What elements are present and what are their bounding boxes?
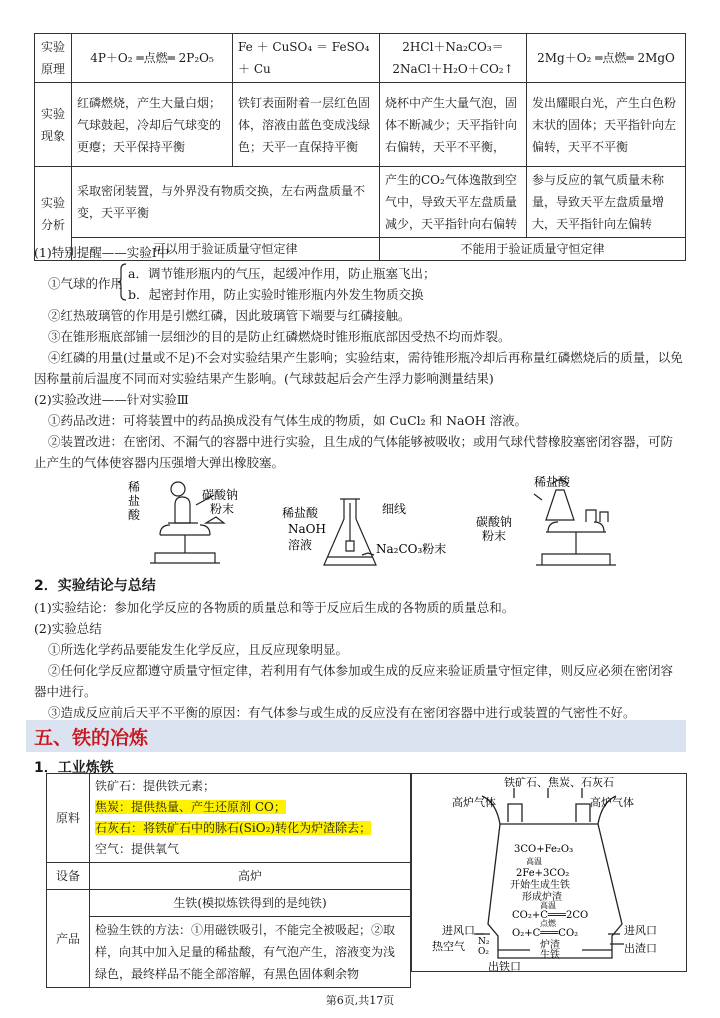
- furnace-hot-air: 热空气: [432, 940, 465, 953]
- reminder-item-4a: ④红磷的用量(过量或不足)不会对实验结果产生影响；实验结束，需待锥形瓶冷却后再称量红磷燃烧后的质量，以免: [48, 350, 683, 365]
- product-value: 生铁(模拟炼铁得到的是纯铁): [90, 890, 411, 917]
- fig1-label-salt: 盐: [128, 494, 141, 508]
- fig1-label-acid: 酸: [128, 508, 141, 522]
- fig1-label-dilute: 稀: [128, 480, 141, 494]
- reminder-item-3: ③在锥形瓶底部铺一层细沙的目的是防止红磷燃烧时锥形瓶底部因受热不均而炸裂。: [48, 329, 511, 344]
- flask-figure-2: [282, 495, 462, 575]
- conclusion-summary-3: ③造成反应前后天平不平衡的原因：有气体参与或生成的反应没有在密闭容器中进行或装置的气密性不好。: [48, 705, 636, 720]
- phenomenon-cell-4: 发出耀眼白光，产生白色粉末状的固体；天平指针向左偏转，天平不平衡: [527, 83, 686, 167]
- principle-cell-1: 4P＋O₂ ═点燃═ 2P₂O₅: [72, 34, 233, 83]
- equipment-label: 设备: [47, 863, 90, 890]
- raw-item-air: 空气：提供氧气: [95, 842, 180, 856]
- analysis-cell-3: 参与反应的氧气质量未称量，导致天平左盘质量增大，天平指针向左偏转: [527, 167, 686, 238]
- furnace-top-materials: 铁矿石、焦炭、石灰石: [504, 776, 614, 789]
- experiment-table: [34, 33, 686, 261]
- fig3-label-acid: 稀盐酸: [534, 475, 571, 489]
- fig2-label-thread: 细线: [382, 502, 407, 516]
- conclusion-p1: (1)实验结论：参加化学反应的各物质的质量总和等于反应后生成的各物质的质量总和。: [34, 600, 515, 615]
- furnace-slag-layer: 炉渣: [540, 940, 560, 951]
- fig2-label-acid: 稀盐酸: [282, 506, 319, 520]
- conclusion-summary-2a: ②任何化学反应都遵守质量守恒定律，若利用有气体参加或生成的反应来验证质量守恒定律，则反应必须在密闭容: [48, 663, 674, 678]
- conclusion-can-verify: 可以用于验证质量守恒定律: [72, 238, 380, 261]
- reaction-2-condition: 高温: [540, 901, 556, 910]
- fig1-label-sodium-carbonate: 碳酸钠: [202, 488, 239, 502]
- furnace-iron-layer: 生铁: [540, 950, 560, 961]
- furnace-slag-outlet: 出渣口: [624, 942, 657, 955]
- raw-item-limestone: 石灰石：将铁矿石中的脉石(SiO₂)转化为炉渣除去；: [95, 821, 372, 835]
- reminder-item-4b: 因称量前后温度不同而对实验结果产生影响。(气球鼓起后会产生浮力影响测量结果): [34, 371, 494, 386]
- equipment-value: 高炉: [90, 863, 411, 890]
- principle-cell-3: 2HCl＋Na₂CO₃＝2NaCl＋H₂O＋CO₂↑: [380, 34, 527, 83]
- furnace-note-slag: 形成炉渣: [522, 892, 562, 903]
- conclusion-summary-1: ①所选化学药品要能发生化学反应，且反应现象明显。: [48, 642, 349, 657]
- furnace-gas-left: 高炉气体: [452, 796, 496, 809]
- balloon-item-a: a．调节锥形瓶内的气压，起缓冲作用，防止瓶塞飞出；: [128, 266, 436, 281]
- blast-furnace-diagram: [412, 774, 686, 971]
- balloon-item-b: b．起密封作用，防止实验时锥形瓶内外发生物质交换: [128, 287, 424, 302]
- improvement-item-1: ①药品改进：可将装置中的药品换成没有气体生成的物质，如 CuCl₂ 和 NaOH 溶液。: [48, 413, 528, 428]
- fig2-label-naoh: NaOH: [288, 522, 326, 536]
- conclusion-heading: 2．实验结论与总结: [34, 578, 156, 594]
- furnace-n2: N₂: [478, 937, 490, 947]
- phenomenon-cell-2: 铁钉表面附着一层红色固体，溶液由蓝色变成浅绿色；天平一直保持平衡: [233, 83, 380, 167]
- improvement-item-2b: 止产生的气体使容器内压强增大弹出橡胶塞。: [34, 455, 285, 470]
- phenomenon-cell-3: 烧杯中产生大量气泡，固体不断减少；天平指针向右偏转，天平不平衡，: [380, 83, 527, 167]
- furnace-o2: O₂: [478, 947, 489, 957]
- fig2-label-solution: 溶液: [288, 538, 313, 552]
- brace-icon: [118, 263, 128, 301]
- fig1-label-powder: 粉末: [210, 502, 235, 516]
- furnace-inlet-right: 进风口: [624, 924, 657, 937]
- reaction-1-reactants: 3CO+Fe₂O₃: [514, 844, 574, 855]
- principle-cell-2: Fe ＋ CuSO₄ ＝ FeSO₄ ＋ Cu: [233, 34, 380, 83]
- industrial-ironmaking-heading: 1．工业炼铁: [34, 760, 114, 776]
- reaction-3-condition: 点燃: [540, 919, 556, 928]
- raw-item-coke: 焦炭：提供热量、产生还原剂 CO；: [95, 800, 286, 814]
- principle-cell-4: 2Mg＋O₂ ═点燃═ 2MgO: [527, 34, 686, 83]
- section-banner-title: 五、铁的冶炼: [34, 727, 149, 749]
- furnace-inlet-left: 进风口: [442, 924, 475, 937]
- raw-materials-label: 原料: [47, 774, 90, 863]
- reaction-1-products: 2Fe+3CO₂: [516, 868, 570, 879]
- section-banner: [26, 720, 686, 752]
- analysis-cell-2: 产生的CO₂气体逸散到空气中，导致天平左盘质量减少，天平指针向右偏转: [380, 167, 527, 238]
- row-header-principle: 实验原理: [35, 34, 72, 83]
- reminder-item-2: ②红热玻璃管的作用是引燃红磷，因此玻璃管下端要与红磷接触。: [48, 308, 411, 323]
- conclusion-summary-title: (2)实验总结: [34, 621, 102, 636]
- phenomenon-cell-1: 红磷燃烧，产生大量白烟；气球鼓起，冷却后气球变的更瘪；天平保持平衡: [72, 83, 233, 167]
- conclusion-summary-2b: 器中进行。: [34, 684, 97, 699]
- analysis-cell-1: 采取密闭装置，与外界没有物质交换，左右两盘质量不变，天平平衡: [72, 167, 380, 238]
- furnace-gas-right: 高炉气体: [590, 796, 634, 809]
- product-label: 产品: [47, 890, 90, 988]
- fig3-label-powder: 粉末: [482, 529, 507, 543]
- fig2-label-na2co3: Na₂CO₃粉末: [376, 542, 447, 556]
- special-reminder-title: (1)特别提醒——实验Ⅰ中: [34, 245, 170, 260]
- fig3-label-sodium-carbonate: 碳酸钠: [476, 515, 513, 529]
- reaction-3: O₂+C═══CO₂: [512, 928, 579, 939]
- reaction-1-condition: 高温: [526, 857, 542, 866]
- pig-iron-test-method: 检验生铁的方法：①用磁铁吸引，不能完全被吸起；②取样，向其中加入足量的稀盐酸，有气泡产生，溶液变为浅绿色，最终样品不能全部溶解，有黑色固体剩余物: [90, 917, 411, 988]
- reaction-2: CO₂+C═══2CO: [512, 910, 589, 921]
- improvement-title: (2)实验改进——针对实验Ⅲ: [34, 392, 189, 407]
- balance-figure-3: [476, 470, 626, 570]
- furnace-note-pig-iron: 开始生成生铁: [510, 880, 570, 891]
- conclusion-cannot-verify: 不能用于验证质量守恒定律: [380, 238, 686, 261]
- balloon-label: ①气球的作用: [48, 276, 124, 291]
- furnace-iron-outlet: 出铁口: [488, 960, 521, 971]
- row-header-analysis: 实验分析: [35, 167, 72, 261]
- balance-figure-1: [120, 475, 250, 570]
- raw-item-ore: 铁矿石：提供铁元素；: [95, 779, 216, 793]
- improvement-item-2a: ②装置改进：在密闭、不漏气的容器中进行实验，且生成的气体能够被吸收；或用气球代替橡胶塞密闭容器，可防: [48, 434, 674, 449]
- page-footer: 第6页,共17页: [325, 994, 395, 1007]
- row-header-phenomenon: 实验现象: [35, 83, 72, 167]
- ironmaking-table: [46, 773, 411, 988]
